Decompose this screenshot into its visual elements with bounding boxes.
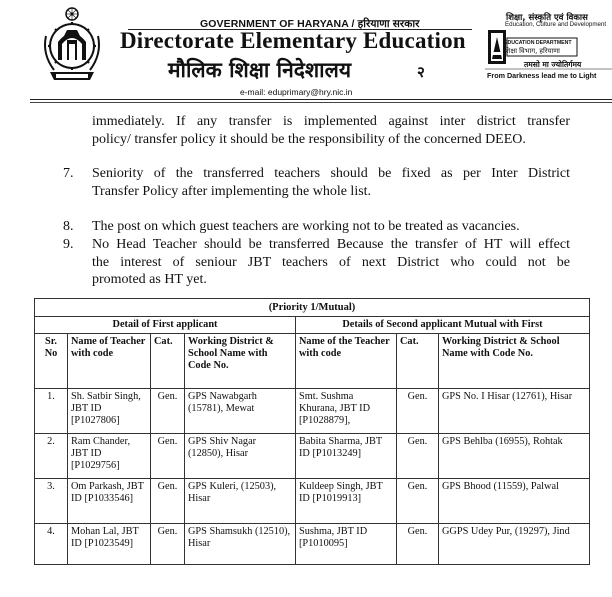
table-row (35, 434, 590, 479)
cell-cat2: Gen. (397, 434, 439, 479)
paragraph-line: No Head Teacher should be transferred Because the transfer of HT will effect (92, 237, 570, 252)
paragraph-line: policy/ transfer policy it should be the responsibility of the concerned DEEO. (92, 131, 526, 147)
item-number: 7. (63, 166, 74, 181)
cell-cat1: Gen. (151, 389, 185, 434)
col-header-cat1: Cat. (151, 334, 185, 389)
cell-cat1: Gen. (151, 524, 185, 565)
cell-cat2: Gen. (397, 389, 439, 434)
ecd-english-tagline: Education, Culture and Development (505, 21, 607, 28)
cell-name1: Om Parkash, JBT ID [P1033546] (68, 479, 151, 524)
paragraph-line: Seniority of the transferred teachers should be fixed as per Inter District (92, 166, 570, 181)
header-divider (30, 99, 612, 100)
header-divider-thin (30, 102, 612, 103)
col-header-school1: Working District & School Name with Code No. (185, 334, 296, 389)
paragraph-line: Transfer Policy after implementing the whole list. (92, 183, 372, 199)
table-priority-title: (Priority 1/Mutual) (35, 299, 590, 317)
haryana-emblem-icon (40, 6, 104, 86)
paragraph-line: the interest of seniour JBT teachers of next District who could not be (92, 254, 570, 270)
cell-cat2: Gen. (397, 479, 439, 524)
cell-school1: GPS Shiv Nagar (12850), Hisar (185, 434, 296, 479)
cell-school2: GGPS Udey Pur, (19297), Jind (439, 524, 590, 565)
table-group-second: Details of Second applicant Mutual with First (296, 317, 590, 334)
cell-name2: Babita Sharma, JBT ID [P1013249] (296, 434, 397, 479)
item-paragraph (92, 218, 570, 236)
col-header-school2: Working District & School Name with Code No. (439, 334, 590, 389)
col-header-cat2: Cat. (397, 334, 439, 389)
page-number-mark: २ (417, 63, 425, 81)
cell-cat2: Gen. (397, 524, 439, 565)
item-number: 9. (63, 237, 74, 252)
ecd-department-label: EDUCATION DEPARTMENT (504, 40, 572, 46)
paragraph-line: The post on which guest teachers are working not to be treated as vacancies. (92, 219, 520, 234)
item-paragraph (92, 165, 570, 200)
table-row (35, 524, 590, 565)
directorate-title: Directorate Elementary Education (120, 28, 466, 53)
cell-name1: Mohan Lal, JBT ID [P1023549] (68, 524, 151, 565)
ecd-motto-english: From Darkness lead me to Light (487, 71, 597, 80)
item-paragraph (92, 236, 570, 289)
col-header-sr: Sr. No (35, 334, 68, 389)
cell-sr: 2. (35, 434, 68, 479)
ecd-hindi-tagline: शिक्षा, संस्कृति एवं विकास (506, 13, 588, 23)
paragraph-line: immediately. If any transfer is implemented against inter district transfer (92, 114, 570, 129)
cell-school2: GPS Bhood (11559), Palwal (439, 479, 590, 524)
cell-name1: Ram Chander, JBT ID [P1029756] (68, 434, 151, 479)
paragraph-line: promoted as HT yet. (92, 272, 207, 287)
directorate-title-hindi: मौलिक शिक्षा निदेशालय (168, 58, 352, 82)
cell-name2: Kuldeep Singh, JBT ID [P1019913] (296, 479, 397, 524)
cell-school2: GPS No. I Hisar (12761), Hisar (439, 389, 590, 434)
cell-school1: GPS Kuleri, (12503), Hisar (185, 479, 296, 524)
transfer-table (34, 298, 589, 565)
cell-school1: GPS Nawabgarh (15781), Mewat (185, 389, 296, 434)
continuation-paragraph (92, 113, 570, 148)
cell-sr: 3. (35, 479, 68, 524)
cell-name1: Sh. Satbir Singh, JBT ID [P1027806] (68, 389, 151, 434)
ecd-department-hindi: शिक्षा विभाग, हरियाणा (504, 47, 560, 55)
col-header-name2: Name of the Teacher with code (296, 334, 397, 389)
table-row (35, 389, 590, 434)
item-number: 8. (63, 219, 74, 234)
cell-sr: 4. (35, 524, 68, 565)
table-group-first: Detail of First applicant (35, 317, 296, 334)
ecd-motto-hindi: तमसो मा ज्योतिर्गमय (524, 60, 582, 69)
cell-name2: Sushma, JBT ID [P1010095] (296, 524, 397, 565)
cell-name2: Smt. Sushma Khurana, JBT ID [P1028879], (296, 389, 397, 434)
table-row (35, 479, 590, 524)
cell-cat1: Gen. (151, 479, 185, 524)
cell-sr: 1. (35, 389, 68, 434)
cell-school2: GPS Behlba (16955), Rohtak (439, 434, 590, 479)
government-line: GOVERNMENT OF HARYANA / हरियाणा सरकार (200, 18, 420, 30)
cell-school1: GPS Shamsukh (12510), Hisar (185, 524, 296, 565)
email-line: e-mail: eduprimary@hry.nic.in (240, 87, 353, 97)
col-header-name1: Name of Teacher with code (68, 334, 151, 389)
cell-cat1: Gen. (151, 434, 185, 479)
